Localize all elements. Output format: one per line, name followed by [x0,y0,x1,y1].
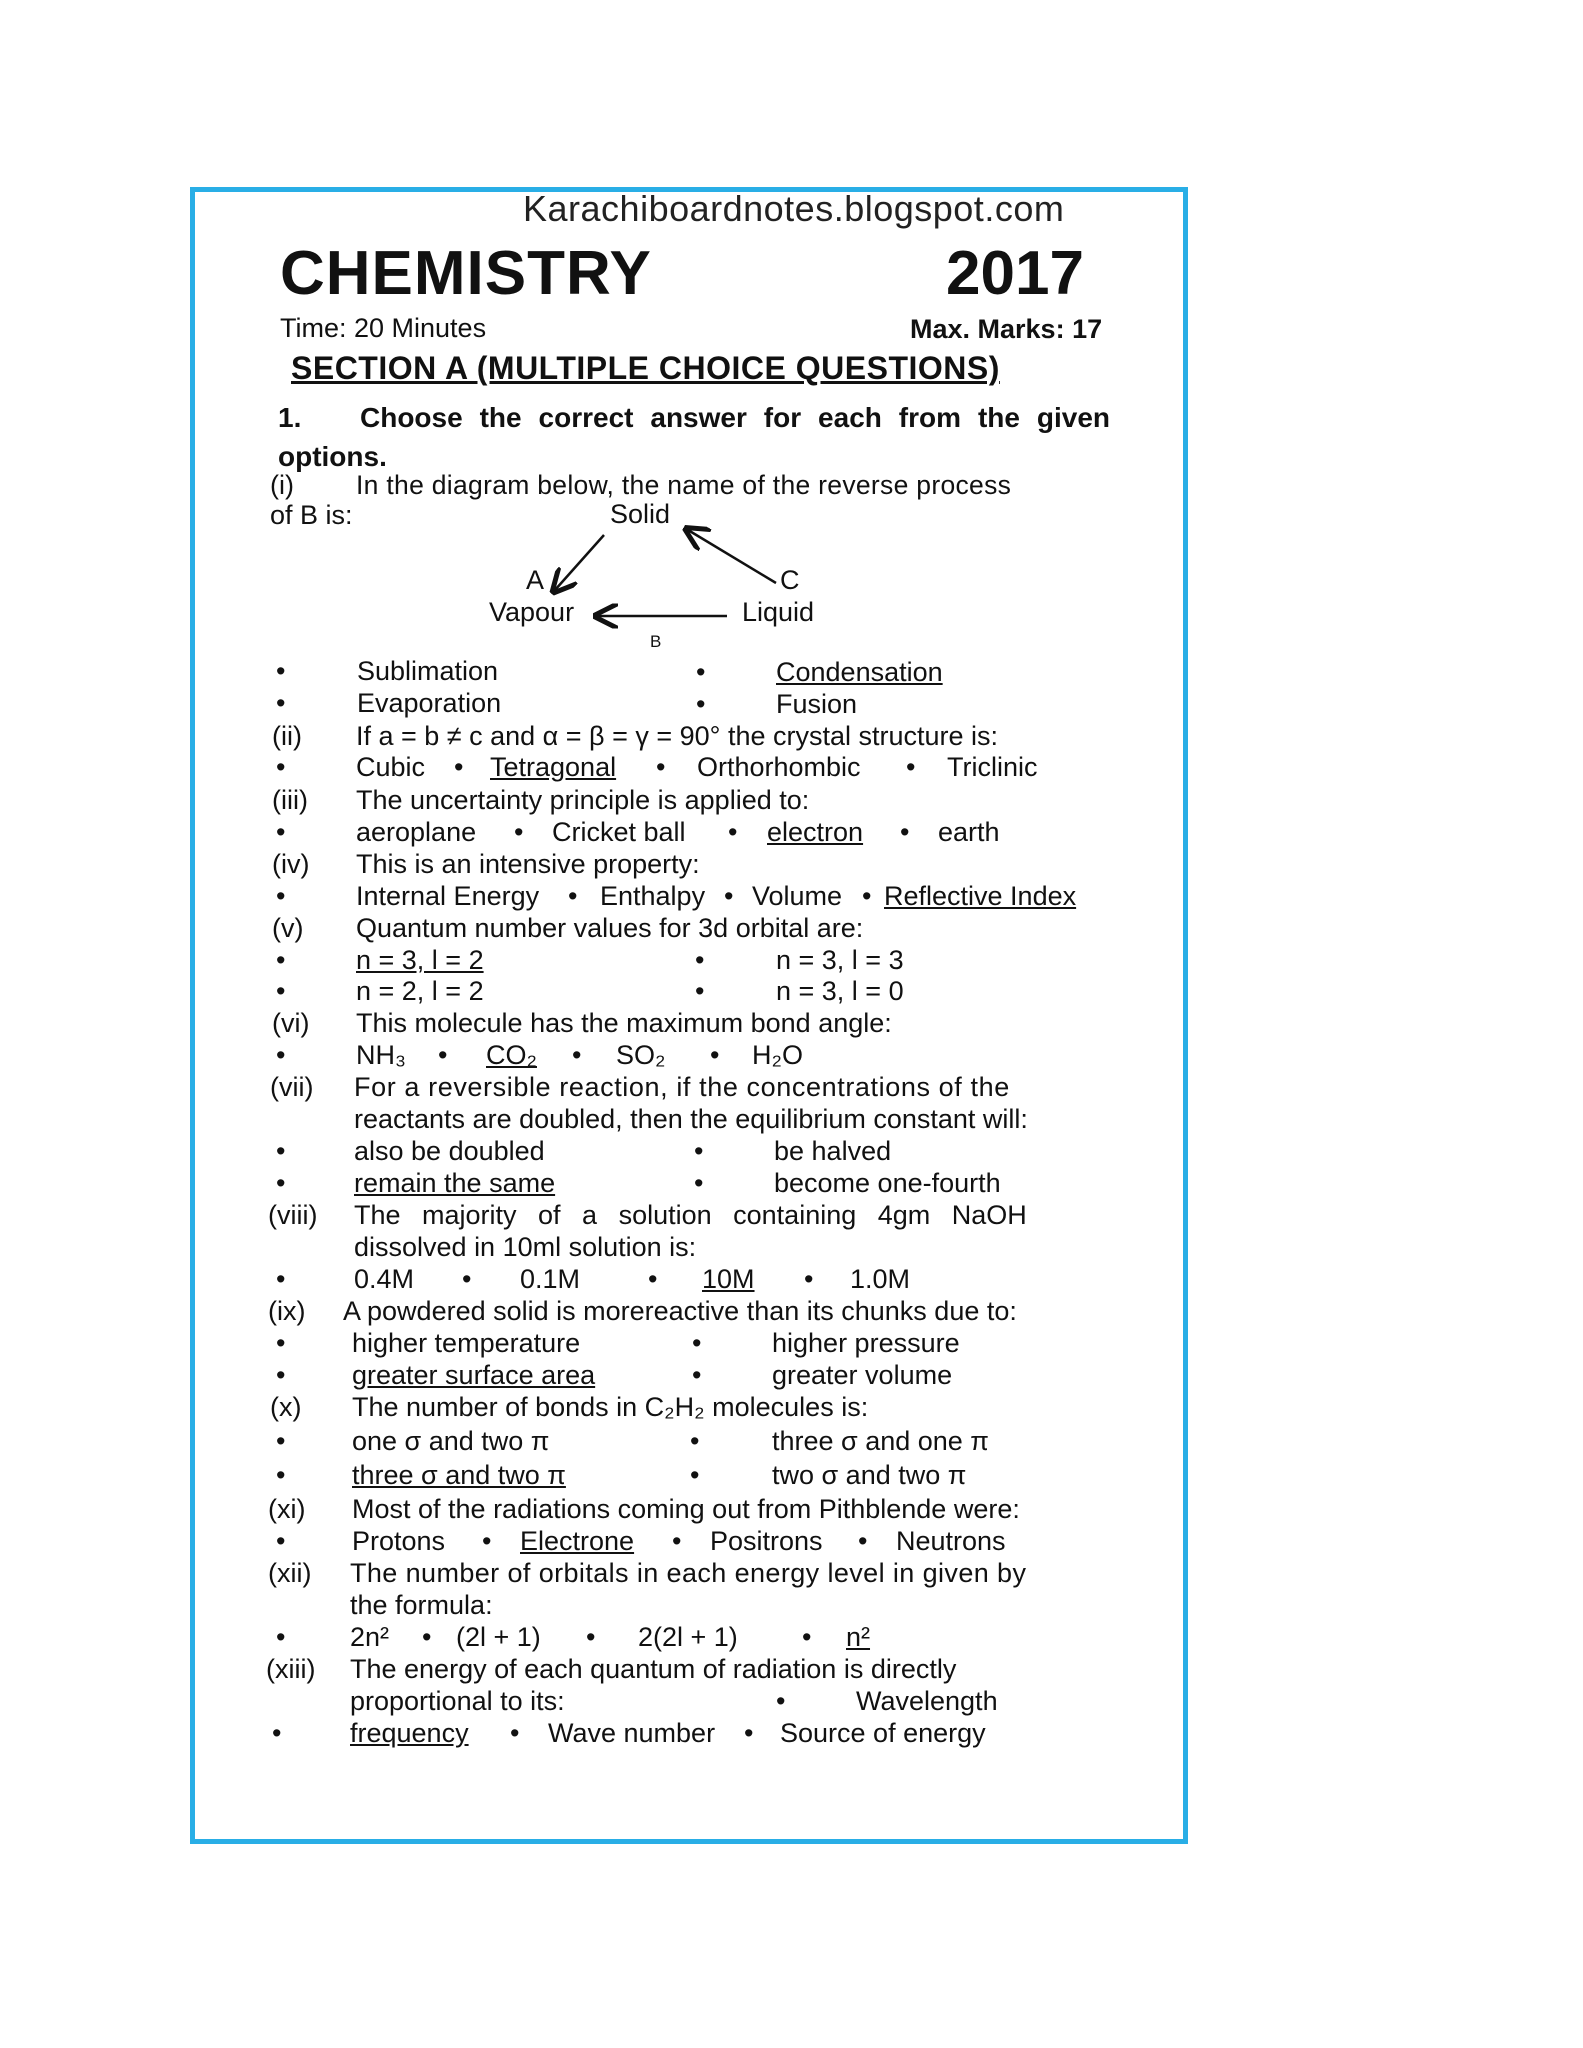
bullet: • [438,1040,448,1070]
option: become one-fourth [774,1168,1001,1198]
bullet: • [276,1460,286,1490]
q-v-number: (v) [272,913,304,943]
time-limit: Time: 20 Minutes [280,313,487,343]
bullet: • [802,1622,812,1652]
option: 2(2l + 1) [638,1622,738,1652]
option: n = 3, l = 3 [776,945,904,975]
option: n = 3, l = 0 [776,976,904,1006]
bullet: • [804,1264,814,1294]
bullet: • [276,817,286,847]
bullet: • [568,881,578,911]
q-iii-number: (iii) [272,785,308,815]
diagram-b-label: B [650,632,662,651]
bullet: • [690,1460,700,1490]
bullet: • [276,1622,286,1652]
diagram-liquid-label: Liquid [742,597,815,627]
q-ix-text: A powdered solid is morereactive than its chunks due to: [343,1296,1017,1326]
arrow-c [688,530,776,583]
option: 2n² [350,1622,390,1652]
bullet: • [696,689,706,719]
option: Fusion [776,689,858,719]
option: 1.0M [850,1264,911,1294]
bullet: • [724,881,734,911]
option-answer: Electrone [520,1526,635,1556]
option: aeroplane [356,817,477,847]
bullet: • [276,945,286,975]
q-xiii-text-2: proportional to its: [350,1686,565,1716]
bullet: • [690,1426,700,1456]
q-ii-number: (ii) [272,721,302,751]
bullet: • [695,945,705,975]
option: n = 2, l = 2 [356,976,484,1006]
bullet: • [586,1622,596,1652]
option: Source of energy [780,1718,986,1748]
q-x-text: The number of bonds in C₂H₂ molecules is: [352,1392,869,1422]
q-i-text-2: of B is: [270,500,353,530]
option: Orthorhombic [697,752,861,782]
bullet: • [696,657,706,687]
exam-year: 2017 [946,239,1084,308]
option: (2l + 1) [456,1622,541,1652]
q-xii-number: (xii) [268,1558,312,1588]
bullet: • [276,688,286,718]
option: H₂O [752,1040,803,1070]
diagram-a-label: A [526,565,545,595]
option-answer: n = 3, l = 2 [356,945,484,975]
section-heading: SECTION A (MULTIPLE CHOICE QUESTIONS) [291,350,1000,386]
q-vii-text: For a reversible reaction, if the concentrations of the [354,1072,1010,1102]
bullet: • [276,1136,286,1166]
diagram-vapour-label: Vapour [489,597,575,627]
option-answer: CO₂ [486,1040,537,1070]
bullet: • [710,1040,720,1070]
q-i-text: In the diagram below, the name of the reverse process [356,470,1012,500]
bullet: • [906,752,916,782]
option: Protons [352,1526,446,1556]
q-vii-text-2: reactants are doubled, then the equilibrium constant will: [354,1104,1028,1134]
option: higher pressure [772,1328,960,1358]
bullet: • [482,1526,492,1556]
option: Internal Energy [356,881,540,911]
option: one σ and two π [352,1426,550,1456]
question-number: 1. [278,402,302,433]
bullet: • [276,1168,286,1198]
q-iv-text: This is an intensive property: [356,849,700,879]
bullet: • [276,1526,286,1556]
option: be halved [774,1136,892,1166]
bullet: • [276,656,286,686]
option: three σ and one π [772,1426,989,1456]
instruction-text: Choose the correct answer for each from the given options. [278,402,1110,472]
bullet: • [728,817,738,847]
option-answer: n² [846,1622,871,1652]
bullet: • [694,1168,704,1198]
bullet: • [276,1264,286,1294]
option-answer: frequency [350,1718,469,1748]
option: Cubic [356,752,426,782]
bullet: • [656,752,666,782]
bullet: • [276,881,286,911]
q-vi-text: This molecule has the maximum bond angle: [356,1008,892,1038]
bullet: • [776,1686,786,1716]
option-answer: electron [767,817,864,847]
option: also be doubled [354,1136,545,1166]
bullet: • [454,752,464,782]
bullet: • [572,1040,582,1070]
option: Evaporation [357,688,502,718]
option-answer: 10M [702,1264,755,1294]
q-xii-text: The number of orbitals in each energy level in given by [350,1558,1027,1588]
bullet: • [694,1136,704,1166]
option: Volume [752,881,843,911]
option: earth [938,817,1000,847]
max-marks: Max. Marks: 17 [910,314,1103,344]
diagram-solid-label: Solid [610,499,671,529]
option: 0.1M [520,1264,581,1294]
option: Neutrons [896,1526,1006,1556]
q-ii-text: If a = b ≠ c and α = β = γ = 90° the crystal structure is: [356,721,999,751]
q-iv-number: (iv) [272,849,310,879]
bullet: • [695,976,705,1006]
bullet: • [862,881,872,911]
option: greater volume [772,1360,953,1390]
option-answer: remain the same [354,1168,556,1198]
option: Wavelength [856,1686,998,1716]
bullet: • [900,817,910,847]
option: Sublimation [357,656,499,686]
bullet: • [272,1718,282,1748]
bullet: • [692,1328,702,1358]
bullet: • [276,1040,286,1070]
option: 0.4M [354,1264,415,1294]
bullet: • [276,1360,286,1390]
q-v-text: Quantum number values for 3d orbital are: [356,913,864,943]
page-title: CHEMISTRY [280,239,652,308]
q-xiii-number: (xiii) [266,1654,316,1684]
bullet: • [276,1328,286,1358]
option-answer: greater surface area [352,1360,596,1390]
q-iii-text: The uncertainty principle is applied to: [356,785,810,815]
q-xi-number: (xi) [268,1494,306,1524]
q-xi-text: Most of the radiations coming out from Pithblende were: [352,1494,1020,1524]
bullet: • [422,1622,432,1652]
q-ix-number: (ix) [268,1296,306,1326]
bullet: • [514,817,524,847]
option: Triclinic [947,752,1038,782]
option: Wave number [548,1718,716,1748]
q-viii-text: The majority of a solution containing 4gm NaOH [354,1200,1027,1230]
q-i-number: (i) [270,470,294,500]
diagram-c-label: C [780,565,800,595]
option: SO₂ [616,1040,666,1070]
option-answer: Reflective Index [884,881,1077,911]
option-answer: three σ and two π [352,1460,566,1490]
bullet: • [692,1360,702,1390]
arrow-a [555,535,604,590]
bullet: • [510,1718,520,1748]
option: higher temperature [352,1328,581,1358]
bullet: • [276,976,286,1006]
site-watermark: Karachiboardnotes.blogspot.com [523,188,1065,229]
bullet: • [648,1264,658,1294]
option-answer: Condensation [776,657,943,687]
bullet: • [672,1526,682,1556]
bullet: • [462,1264,472,1294]
q-viii-number: (viii) [268,1200,318,1230]
bullet: • [858,1526,868,1556]
q-vi-number: (vi) [272,1008,310,1038]
q-vii-number: (vii) [270,1072,314,1102]
q-xii-text-2: the formula: [350,1590,493,1620]
option: two σ and two π [772,1460,967,1490]
bullet: • [276,752,286,782]
bullet: • [744,1718,754,1748]
q-viii-text-2: dissolved in 10ml solution is: [354,1232,697,1262]
option: Positrons [710,1526,823,1556]
bullet: • [276,1426,286,1456]
q-xiii-text: The energy of each quantum of radiation is directly [350,1654,957,1684]
option: Enthalpy [600,881,706,911]
q-x-number: (x) [270,1392,302,1422]
option: NH₃ [356,1040,406,1070]
option-answer: Tetragonal [490,752,617,782]
option: Cricket ball [552,817,686,847]
